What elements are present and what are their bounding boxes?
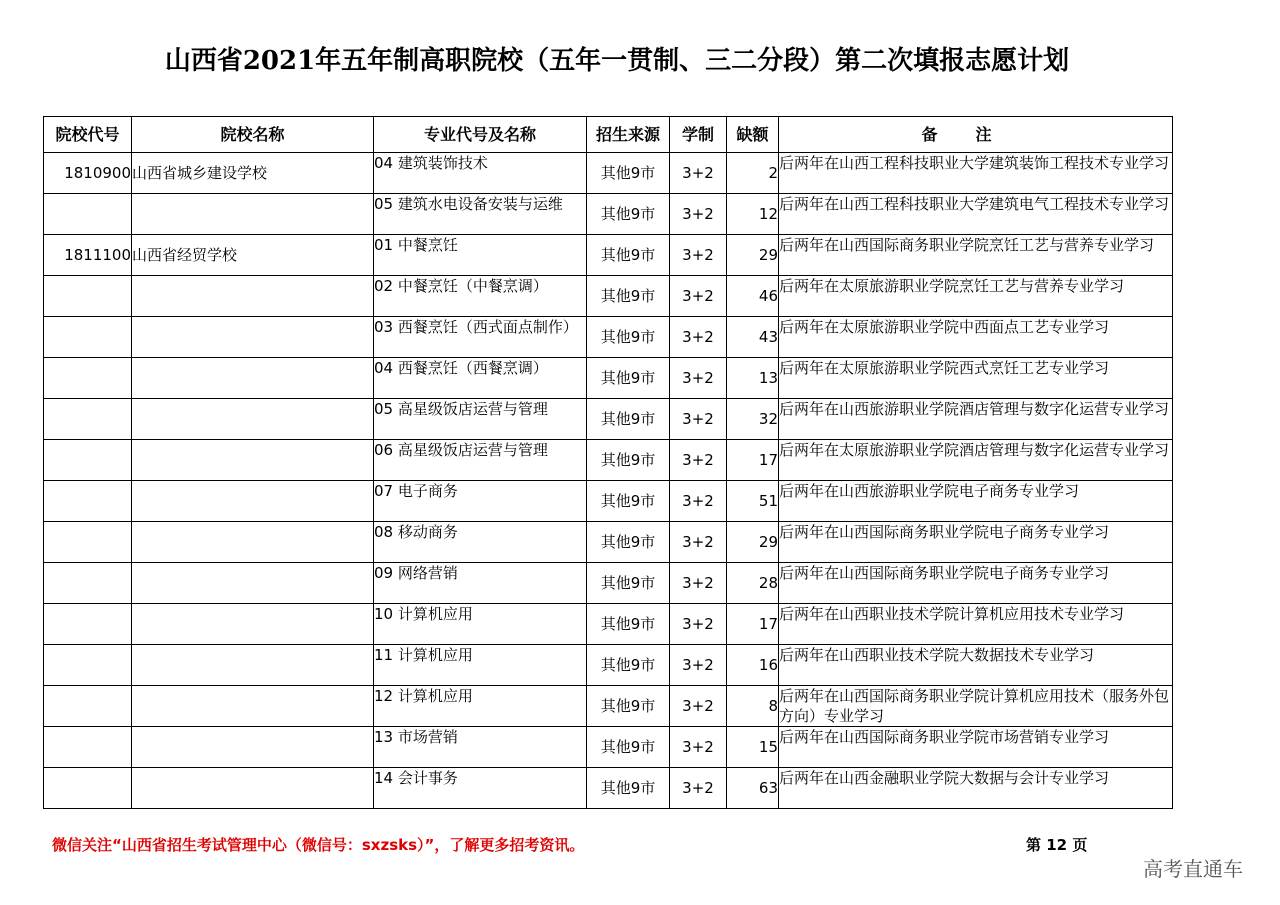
cell-school-name: 山西省城乡建设学校 <box>132 153 374 194</box>
header-major: 专业代号及名称 <box>374 117 587 153</box>
cell-remark: 后两年在山西国际商务职业学院计算机应用技术（服务外包方向）专业学习 <box>779 686 1173 727</box>
cell-vacancy: 17 <box>727 604 779 645</box>
cell-length: 3+2 <box>670 153 727 194</box>
cell-vacancy: 8 <box>727 686 779 727</box>
table-row <box>44 317 1173 358</box>
cell-source: 其他9市 <box>587 153 670 194</box>
cell-vacancy: 46 <box>727 276 779 317</box>
cell-length: 3+2 <box>670 563 727 604</box>
cell-major: 03 西餐烹饪（西式面点制作） <box>374 317 587 358</box>
cell-school-name <box>132 727 374 768</box>
cell-vacancy: 43 <box>727 317 779 358</box>
cell-vacancy: 12 <box>727 194 779 235</box>
cell-school-code <box>44 317 132 358</box>
cell-source: 其他9市 <box>587 563 670 604</box>
cell-school-name <box>132 522 374 563</box>
header-length: 学制 <box>670 117 727 153</box>
cell-vacancy: 32 <box>727 399 779 440</box>
cell-source: 其他9市 <box>587 727 670 768</box>
table-row <box>44 153 1173 194</box>
cell-school-name <box>132 399 374 440</box>
cell-school-code <box>44 522 132 563</box>
cell-length: 3+2 <box>670 358 727 399</box>
cell-source: 其他9市 <box>587 194 670 235</box>
cell-source: 其他9市 <box>587 235 670 276</box>
table-row <box>44 481 1173 522</box>
cell-school-code <box>44 563 132 604</box>
table-row <box>44 440 1173 481</box>
cell-remark: 后两年在山西职业技术学院计算机应用技术专业学习 <box>779 604 1173 645</box>
cell-school-name: 山西省经贸学校 <box>132 235 374 276</box>
cell-major: 06 高星级饭店运营与管理 <box>374 440 587 481</box>
cell-length: 3+2 <box>670 399 727 440</box>
cell-remark: 后两年在太原旅游职业学院烹饪工艺与营养专业学习 <box>779 276 1173 317</box>
cell-major: 09 网络营销 <box>374 563 587 604</box>
cell-vacancy: 63 <box>727 768 779 809</box>
cell-major: 07 电子商务 <box>374 481 587 522</box>
cell-school-name <box>132 317 374 358</box>
table-row <box>44 522 1173 563</box>
cell-school-name <box>132 481 374 522</box>
cell-school-name <box>132 768 374 809</box>
cell-vacancy: 16 <box>727 645 779 686</box>
cell-school-name <box>132 645 374 686</box>
table-row <box>44 358 1173 399</box>
cell-school-name <box>132 194 374 235</box>
cell-length: 3+2 <box>670 522 727 563</box>
cell-school-name <box>132 604 374 645</box>
cell-school-code <box>44 481 132 522</box>
cell-vacancy: 29 <box>727 235 779 276</box>
cell-major: 04 建筑装饰技术 <box>374 153 587 194</box>
cell-major: 13 市场营销 <box>374 727 587 768</box>
cell-major: 08 移动商务 <box>374 522 587 563</box>
cell-major: 14 会计事务 <box>374 768 587 809</box>
cell-length: 3+2 <box>670 317 727 358</box>
cell-vacancy: 2 <box>727 153 779 194</box>
cell-school-code <box>44 768 132 809</box>
cell-vacancy: 29 <box>727 522 779 563</box>
cell-source: 其他9市 <box>587 481 670 522</box>
cell-vacancy: 17 <box>727 440 779 481</box>
cell-source: 其他9市 <box>587 440 670 481</box>
cell-vacancy: 13 <box>727 358 779 399</box>
table-row <box>44 235 1173 276</box>
cell-major: 10 计算机应用 <box>374 604 587 645</box>
cell-remark: 后两年在山西旅游职业学院电子商务专业学习 <box>779 481 1173 522</box>
cell-remark: 后两年在山西工程科技职业大学建筑电气工程技术专业学习 <box>779 194 1173 235</box>
table-row <box>44 194 1173 235</box>
table-row <box>44 645 1173 686</box>
table-body <box>44 153 1173 809</box>
cell-school-code <box>44 276 132 317</box>
cell-source: 其他9市 <box>587 399 670 440</box>
cell-school-code: 1811100 <box>44 235 132 276</box>
cell-remark: 后两年在山西职业技术学院大数据技术专业学习 <box>779 645 1173 686</box>
watermark: 高考直通车 <box>1143 857 1243 881</box>
table-header-row <box>44 117 1173 153</box>
cell-school-name <box>132 686 374 727</box>
cell-major: 05 建筑水电设备安装与运维 <box>374 194 587 235</box>
cell-school-code <box>44 686 132 727</box>
cell-source: 其他9市 <box>587 276 670 317</box>
cell-remark: 后两年在太原旅游职业学院酒店管理与数字化运营专业学习 <box>779 440 1173 481</box>
cell-length: 3+2 <box>670 235 727 276</box>
cell-school-code <box>44 194 132 235</box>
cell-length: 3+2 <box>670 481 727 522</box>
header-remark: 备注 <box>779 117 1173 153</box>
cell-school-code <box>44 358 132 399</box>
table-row <box>44 563 1173 604</box>
enrollment-plan-table <box>43 116 1173 809</box>
table-row <box>44 768 1173 809</box>
cell-school-code <box>44 645 132 686</box>
cell-vacancy: 51 <box>727 481 779 522</box>
header-code: 院校代号 <box>44 117 132 153</box>
cell-school-code <box>44 727 132 768</box>
page-title: 山西省2021年五年制高职院校（五年一贯制、三二分段）第二次填报志愿计划 <box>164 46 1070 76</box>
cell-source: 其他9市 <box>587 645 670 686</box>
footer-notice: 微信关注“山西省招生考试管理中心（微信号：sxzsks）”，了解更多招考资讯。 <box>52 836 585 854</box>
cell-vacancy: 28 <box>727 563 779 604</box>
table-row <box>44 727 1173 768</box>
cell-major: 01 中餐烹饪 <box>374 235 587 276</box>
cell-length: 3+2 <box>670 194 727 235</box>
cell-length: 3+2 <box>670 686 727 727</box>
cell-remark: 后两年在山西国际商务职业学院烹饪工艺与营养专业学习 <box>779 235 1173 276</box>
cell-source: 其他9市 <box>587 604 670 645</box>
header-school: 院校名称 <box>132 117 374 153</box>
header-source: 招生来源 <box>587 117 670 153</box>
table-row <box>44 276 1173 317</box>
cell-school-code <box>44 440 132 481</box>
cell-remark: 后两年在山西旅游职业学院酒店管理与数字化运营专业学习 <box>779 399 1173 440</box>
table-row <box>44 604 1173 645</box>
cell-school-name <box>132 358 374 399</box>
cell-major: 05 高星级饭店运营与管理 <box>374 399 587 440</box>
cell-length: 3+2 <box>670 276 727 317</box>
page-number: 第 12 页 <box>1026 836 1088 854</box>
cell-remark: 后两年在山西国际商务职业学院市场营销专业学习 <box>779 727 1173 768</box>
cell-vacancy: 15 <box>727 727 779 768</box>
table-row <box>44 686 1173 727</box>
cell-length: 3+2 <box>670 727 727 768</box>
cell-school-code <box>44 399 132 440</box>
cell-remark: 后两年在山西国际商务职业学院电子商务专业学习 <box>779 522 1173 563</box>
cell-major: 12 计算机应用 <box>374 686 587 727</box>
table-row <box>44 399 1173 440</box>
cell-remark: 后两年在山西工程科技职业大学建筑装饰工程技术专业学习 <box>779 153 1173 194</box>
cell-major: 04 西餐烹饪（西餐烹调） <box>374 358 587 399</box>
cell-length: 3+2 <box>670 604 727 645</box>
cell-length: 3+2 <box>670 645 727 686</box>
cell-school-code <box>44 604 132 645</box>
cell-school-code: 1810900 <box>44 153 132 194</box>
cell-major: 02 中餐烹饪（中餐烹调） <box>374 276 587 317</box>
cell-remark: 后两年在太原旅游职业学院中西面点工艺专业学习 <box>779 317 1173 358</box>
header-vacancy: 缺额 <box>727 117 779 153</box>
cell-school-name <box>132 276 374 317</box>
cell-school-name <box>132 440 374 481</box>
cell-remark: 后两年在山西金融职业学院大数据与会计专业学习 <box>779 768 1173 809</box>
cell-source: 其他9市 <box>587 317 670 358</box>
cell-source: 其他9市 <box>587 358 670 399</box>
cell-school-name <box>132 563 374 604</box>
cell-source: 其他9市 <box>587 522 670 563</box>
cell-remark: 后两年在太原旅游职业学院西式烹饪工艺专业学习 <box>779 358 1173 399</box>
cell-remark: 后两年在山西国际商务职业学院电子商务专业学习 <box>779 563 1173 604</box>
cell-major: 11 计算机应用 <box>374 645 587 686</box>
cell-length: 3+2 <box>670 440 727 481</box>
cell-source: 其他9市 <box>587 686 670 727</box>
cell-source: 其他9市 <box>587 768 670 809</box>
cell-length: 3+2 <box>670 768 727 809</box>
